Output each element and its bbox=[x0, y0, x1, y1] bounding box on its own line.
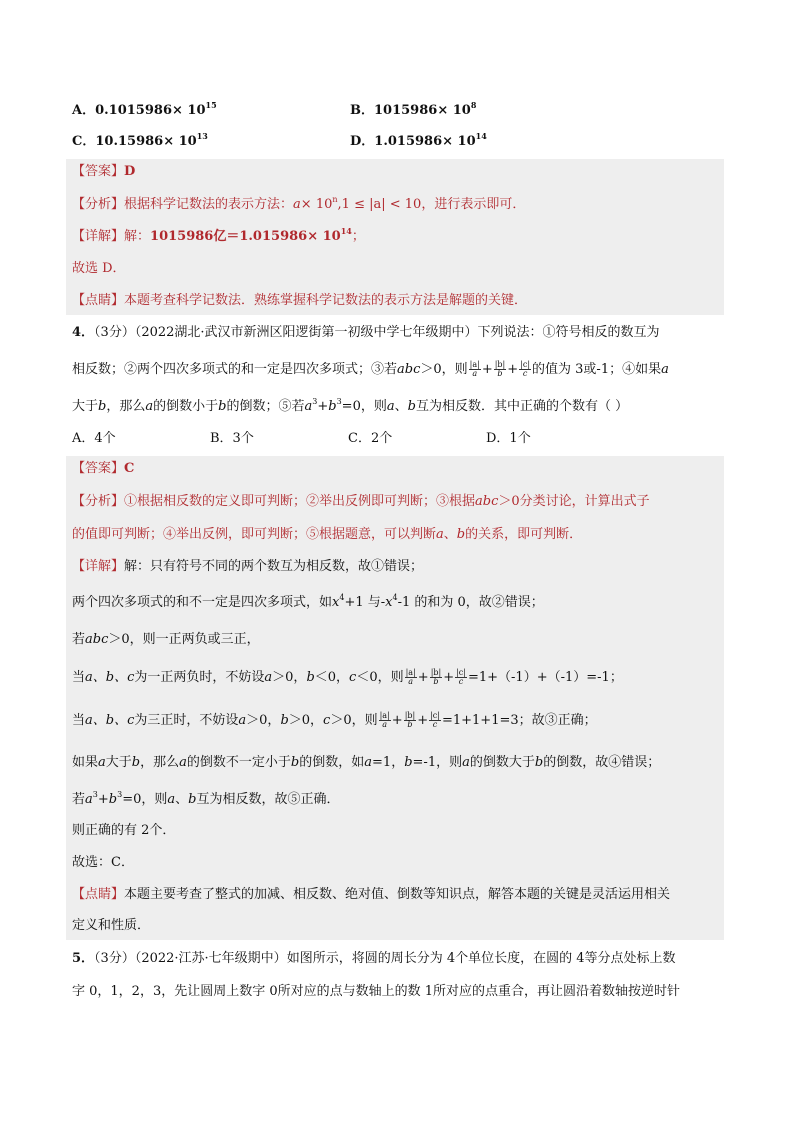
q3-comment: 【点睛】本题考查科学记数法．熟练掌握科学记数法的表示方法是解题的关键． bbox=[72, 293, 528, 308]
q4-detail-line3: 若abc＞0，则一正两负或三正， bbox=[72, 632, 260, 647]
q3-option-b: B．$1015986\times 10^8$ bbox=[350, 100, 477, 118]
q3-detail: 【详解】解：1015986亿$=1.015986\times 10^{14}$； bbox=[72, 226, 365, 244]
q4-detail-line2: 两个四次多项式的和不一定是四次多项式，如$x^4+1$ 与$-x^4-1$ 的和为 0，故②错误； bbox=[72, 593, 544, 610]
frac-abs-c-over-c: $\frac{|c|}{c}$ bbox=[430, 711, 440, 729]
q5-header: 5．（3分）（2022·江苏·七年级期中）如图所示，将圆的周长分为 4个单位长度，在圆的 4等分点处标上数 bbox=[72, 951, 676, 966]
frac-abs-b-over-b: $\frac{|b|}{b}$ bbox=[494, 360, 506, 378]
q4-detail-line6: 如果a大于b，那么a的倒数不一定小于b的倒数，如a=1，b=-1，则a的倒数大于b的倒数，故④错误； bbox=[72, 755, 661, 770]
q4-option-d: D．1个 bbox=[486, 431, 531, 446]
q4-stem-line3: 大于b，那么a的倒数小于b的倒数；⑤若$a^3+b^3=0$，则a、b互为相反数．其中正确的个数有（ ） bbox=[72, 397, 629, 414]
frac-abs-c-over-c: $\frac{|c|}{c}$ bbox=[520, 360, 531, 378]
q4-answer: 【答案】C bbox=[72, 461, 135, 476]
q4-detail-line1: 【详解】解：只有符号不同的两个数互为相反数，故①错误； bbox=[72, 559, 424, 574]
q4-comment-line2: 定义和性质． bbox=[72, 918, 151, 933]
q5-stem-line2: 字 0，1，2，3，先让圆周上数字 0所对应的点与数轴上的数 1所对应的点重合，再让圆沿着数轴按逆时针 bbox=[72, 984, 681, 999]
q3-option-d: D．$1.015986\times 10^{14}$ bbox=[350, 131, 487, 149]
q4-stem-line2: 相反数；②两个四次多项式的和一定是四次多项式；③若abc＞0，则 $\frac{|a|}{a}$ + $\frac{|b|}{b}$ + $\frac{|c|}{c}$ 的值为 3或-1；④如果a bbox=[72, 360, 669, 378]
frac-abs-a-over-a: $\frac{|a|}{a}$ bbox=[405, 668, 416, 686]
frac-abs-b-over-b: $\frac{|b|}{b}$ bbox=[430, 668, 442, 686]
frac-abs-a-over-a: $\frac{|a|}{a}$ bbox=[379, 711, 390, 729]
q4-detail-line4: 当a、b、c为一正两负时，不妨设a＞0，b＜0，c＜0，则 $\frac{|a|}{a}$ + $\frac{|b|}{b}$ + $\frac{|c|}{c}$ =1+（-1）+（-1）=-1； bbox=[72, 668, 623, 686]
q3-choose: 故选 D． bbox=[72, 261, 126, 276]
q3-option-c: C．$10.15986\times 10^{13}$ bbox=[72, 131, 208, 149]
q3-analysis: 【分析】根据科学记数法的表示方法：$a\times 10^n,1 \le |a| < 10$，进行表示即可． bbox=[72, 195, 526, 212]
q4-comment-line1: 【点睛】本题主要考查了整式的加减、相反数、绝对值、倒数等知识点，解答本题的关键是灵活运用相关 bbox=[72, 887, 671, 902]
q4-detail-line7: 若$a^3+b^3=0$，则a、b互为相反数，故⑤正确． bbox=[72, 790, 340, 807]
frac-abs-b-over-b: $\frac{|b|}{b}$ bbox=[404, 711, 416, 729]
q4-option-b: B．3个 bbox=[210, 431, 254, 446]
q3-answer: 【答案】D bbox=[72, 164, 136, 179]
q4-option-c: C．2个 bbox=[348, 431, 393, 446]
q3-option-a: A．$0.1015986\times 10^{15}$ bbox=[72, 100, 217, 118]
q4-detail-line8: 则正确的有 2个． bbox=[72, 823, 176, 838]
q4-header: 4．（3分）（2022湖北·武汉市新洲区阳逻街第一初级中学七年级期中）下列说法：①符号相反的数互为 bbox=[72, 325, 660, 340]
frac-abs-c-over-c: $\frac{|c|}{c}$ bbox=[456, 668, 466, 686]
q4-analysis-line1: 【分析】①根据相反数的定义即可判断；②举出反例即可判断；③根据abc＞0分类讨论，计算出式子 bbox=[72, 494, 650, 509]
q4-analysis-line2: 的值即可判断；④举出反例，即可判断；⑤根据题意，可以判断a、b的关系，即可判断． bbox=[72, 527, 583, 542]
q4-choose: 故选：C． bbox=[72, 855, 134, 870]
q4-detail-line5: 当a、b、c为三正时，不妨设a＞0，b＞0，c＞0，则 $\frac{|a|}{a}$ + $\frac{|b|}{b}$ + $\frac{|c|}{c}$ =1+1+1=3；故③正确； bbox=[72, 711, 597, 729]
frac-abs-a-over-a: $\frac{|a|}{a}$ bbox=[469, 360, 480, 378]
q4-option-a: A．4个 bbox=[72, 431, 116, 446]
